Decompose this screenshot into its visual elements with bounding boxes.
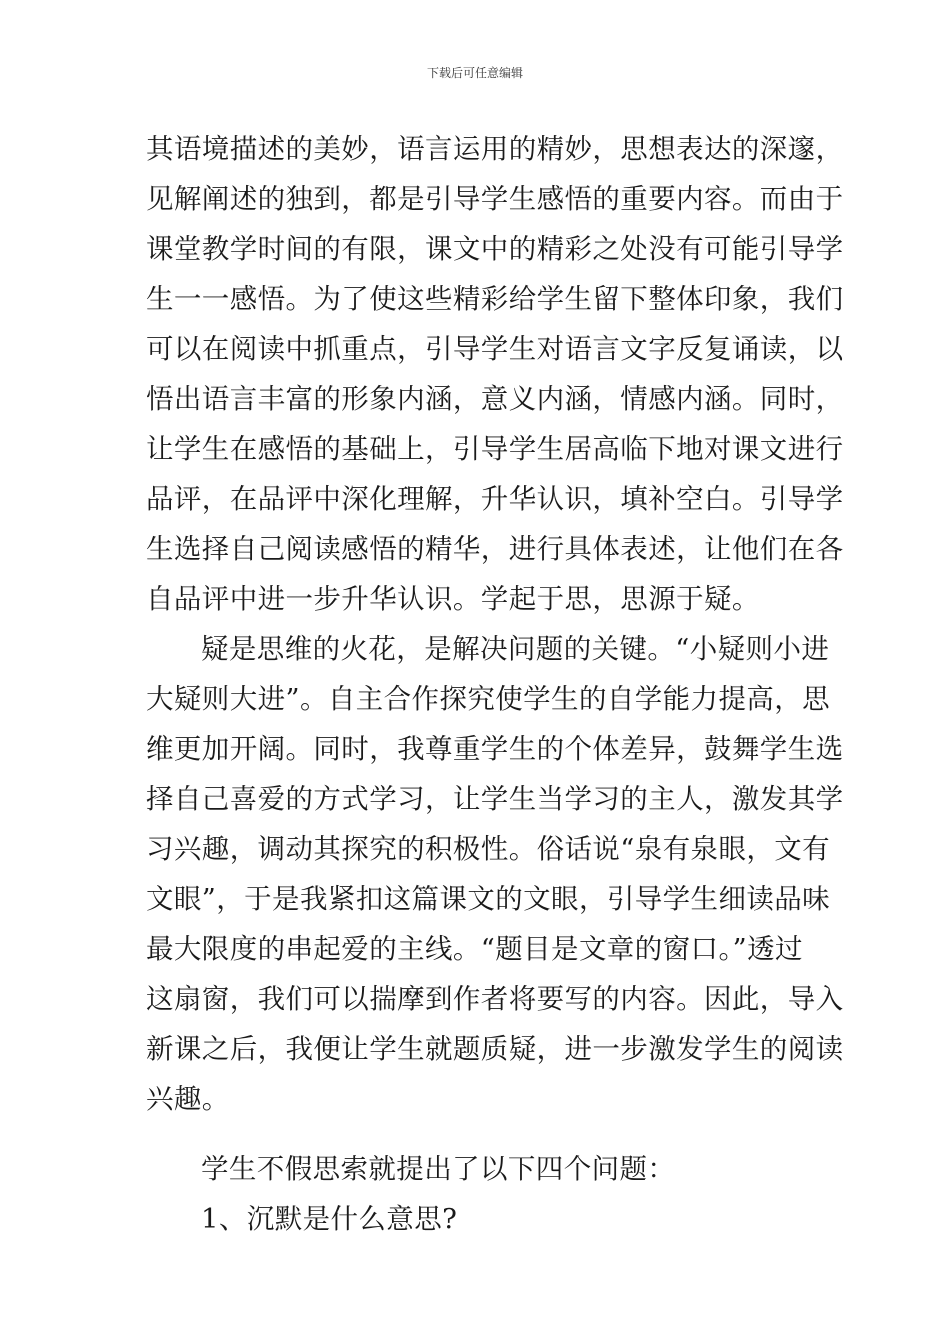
text-line: 最大限度的串起爱的主线。“题目是文章的窗口。”透过: [146, 933, 803, 965]
text-line: 大疑则大进”。自主合作探究使学生的自学能力提高，思: [146, 683, 831, 715]
text-line: 品评，在品评中深化理解，升华认识，填补空白。引导学: [146, 483, 844, 515]
text-line: 其语境描述的美妙，语言运用的精妙，思想表达的深邃，: [146, 133, 844, 165]
text-line: 习兴趣，调动其探究的积极性。俗话说“泉有泉眼，文有: [146, 833, 831, 865]
text-line: 可以在阅读中抓重点，引导学生对语言文字反复诵读，以: [146, 333, 844, 365]
text-line: 悟出语言丰富的形象内涵，意义内涵，情感内涵。同时，: [146, 383, 844, 415]
document-body: [146, 124, 844, 1244]
text-line: 让学生在感悟的基础上，引导学生居高临下地对课文进行: [146, 433, 844, 465]
text-line: 见解阐述的独到，都是引导学生感悟的重要内容。而由于: [146, 183, 844, 215]
text-line: 生一一感悟。为了使这些精彩给学生留下整体印象，我们: [146, 283, 844, 315]
text-line: 维更加开阔。同时，我尊重学生的个体差异，鼓舞学生选: [146, 733, 844, 765]
list-item: 1、沉默是什么意思?: [201, 1203, 458, 1235]
text-line: 自品评中进一步升华认识。学起于思，思源于疑。: [146, 583, 760, 615]
text-line: 文眼”，于是我紧扣这篇课文的文眼，引导学生细读品味: [146, 883, 831, 915]
paragraph-4: [146, 1194, 806, 1244]
text-line: 兴趣。: [146, 1083, 230, 1115]
text-line: 疑是思维的火花，是解决问题的关键。“小疑则小进: [201, 633, 830, 665]
paragraph-2: [146, 624, 844, 1124]
text-line: 课堂教学时间的有限，课文中的精彩之处没有可能引导学: [146, 233, 844, 265]
page-header: 下载后可任意编辑: [426, 66, 523, 80]
text-line: 新课之后，我便让学生就题质疑，进一步激发学生的阅读: [146, 1033, 844, 1065]
text-line: 这扇窗，我们可以揣摩到作者将要写的内容。因此，导入: [146, 983, 844, 1015]
text-line: 生选择自己阅读感悟的精华，进行具体表述，让他们在各: [146, 533, 844, 565]
paragraph-3: [146, 1144, 806, 1194]
paragraph-1: [146, 124, 844, 624]
text-line: 择自己喜爱的方式学习，让学生当学习的主人，激发其学: [146, 783, 844, 815]
text-line: 学生不假思索就提出了以下四个问题：: [201, 1153, 676, 1185]
